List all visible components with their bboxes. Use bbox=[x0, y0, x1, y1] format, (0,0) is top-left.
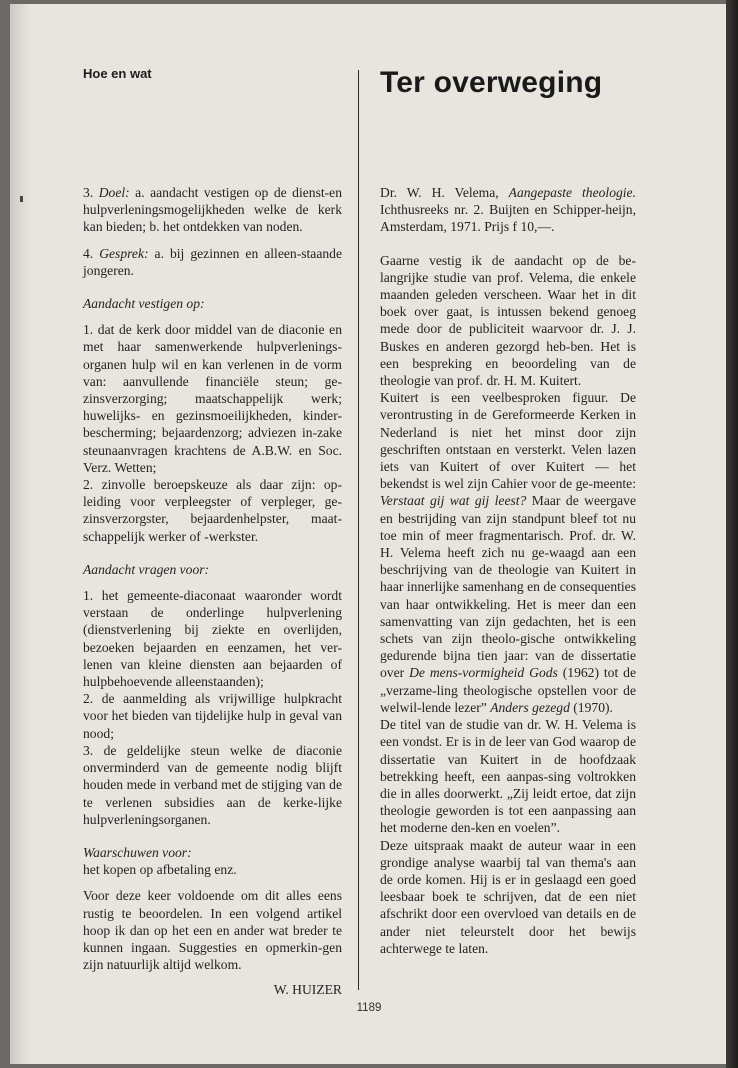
cited-title: De mens-vormigheid Gods bbox=[409, 665, 558, 681]
author-signature: W. HUIZER bbox=[273, 982, 342, 998]
review-paragraph: De titel van de studie van dr. W. H. Velema is een vondst. Er is in de leer van God waarop de dissertatie van Kuitert in de hoofdzaak betrekking heeft, een aanpas-sing voltrokken die in alles doorwerkt. „Zij leidt ertoe, dat zijn theologie geworden is tot een aanpassing aan het moderne den-ken en voelen”. bbox=[380, 717, 636, 836]
heading-aandacht-vestigen: Aandacht vestigen op: bbox=[83, 296, 205, 312]
doel-term: Doel: bbox=[98, 185, 130, 200]
cited-title: Anders gezegd bbox=[490, 699, 570, 715]
waarschuwen-text: het kopen op afbetaling enz. bbox=[83, 862, 237, 878]
gesprek-term: Gesprek: bbox=[99, 245, 149, 261]
heading-aandacht-vragen: Aandacht vragen voor: bbox=[83, 561, 210, 577]
right-column bbox=[380, 184, 636, 957]
review-paragraph: Deze uitspraak maakt de auteur waar in een grondige analyse waarbij tal van thema's aan de orde komen. Hij is er in geslaagd een goed leesbaar boek te schrijven, dat de een niet afschrikt door een overvloed van details en de ander niet teleurstelt door het bewijs achterwege te laten. bbox=[380, 837, 636, 956]
left-column bbox=[83, 184, 342, 999]
gesprek-paragraph: 4. Gesprek: a. bij gezinnen en alleen-staande jongeren. bbox=[83, 245, 342, 278]
list-item: 3. de geldelijke steun welke de diaconie onverminderd van de gemeente nodig blijft houden mede in verband met de stijging van de te verlenen subsidies aan de kerke-lijke hulpverleningsorganen. bbox=[83, 742, 342, 827]
list-item: 2. zinvolle beroepskeuze als daar zijn: op-leiding voor verpleegster of verpleger, ge-zinsverzorgster, bejaardenhelpster, maat-schappelijk werker of -werkster. bbox=[83, 477, 342, 544]
closing-paragraph: Voor deze keer voldoende om dit alles eens rustig te beoordelen. In een volgend artikel hoop ik dan op het een en ander wat breder te kunnen ingaan. Suggesties en opmerkin-gen zijn natuurlijk altijd welkom. bbox=[83, 888, 342, 973]
heading-waarschuwen: Waarschuwen voor: bbox=[83, 844, 192, 860]
page-number: 1189 bbox=[356, 1002, 382, 1014]
page-edge bbox=[726, 0, 738, 1068]
page-title: Ter overweging bbox=[380, 66, 603, 99]
list-item: 1. dat de kerk door middel van de diaconie en met haar samenwerkende hulpverlenings-organen hulp wil en kan verlenen in de vorm van: aanvullende financiële steun; ge-zinsverzorging; maatschappelijk werk; huwelijks- en gezinsmoeilijkheden, kinder-bescherming; bejaardenzorg; adviezen in-zake steunaanvragen krachtens de A.B.W. en Soc. Verz. Wetten; bbox=[83, 322, 342, 475]
spine-shadow bbox=[10, 4, 30, 1064]
list-item: 2. de aanmelding als vrijwillige hulpkracht voor het bieden van tijdelijke hulp in geval van nood; bbox=[83, 691, 342, 741]
cited-title: Verstaat gij wat gij leest? bbox=[380, 493, 527, 509]
column-divider bbox=[358, 70, 359, 990]
list-item: 1. het gemeente-diaconaat waaronder wordt verstaan de onderlinge hulpverlening (dienstverlening bij ziekte en overlijden, bezoeken bejaarden en eenzamen, het ver-lenen van kleine diensten aan bejaarden of hulpbehoevende alleenstaanden); bbox=[83, 588, 342, 690]
margin-mark bbox=[20, 196, 23, 202]
review-paragraph: Kuitert is een veelbesproken figuur. De verontrusting in de Gereformeerde Kerken in Nederland is niet het minst door zijn geschriften ontstaan en versterkt. Velen lazen iets van Kuitert of over Kuitert — het bekendst is wel zijn Cahier voor de ge-meente: Verstaat gij wat gij leest? Maar de weergave en bestrijding van zijn standpunt bleef tot nu toe min of meer fragmentarisch. Prof. dr. W. H. Velema heeft zich nu ge-waagd aan een beschrijving van de theologie van Kuitert in haar innerlijke samenhang en de consequenties van haar ontwikkeling. Het is meer dan een samenvatting van zijn gedachten, het is een schets van zijn theolo-gische ontwikkeling gedurende bijna tien jaar: van de dissertatie over De mens-vormigheid Gods (1962) tot de „verzame-ling theologische opstellen voor de welwil-lende lezer” Anders gezegd (1970). bbox=[380, 390, 637, 715]
book-citation: Dr. W. H. Velema, Aangepaste theologie. Ichthusreeks nr. 2. Buijten en Schipper-heijn, Amsterdam, 1971. Prijs f 10,—. bbox=[380, 185, 636, 235]
section-label: Hoe en wat bbox=[83, 66, 152, 81]
review-paragraph: Gaarne vestig ik de aandacht op de be-langrijke studie van prof. Velema, die enkele maanden geleden verscheen. Waar het in dit boek over gaat, is intussen bekend genoeg mede door de publiciteit waarvoor dr. J. J. Buskes en anderen gezorgd heb-ben. Het is een bespreking en beoordeling van de theologie van prof. dr. H. M. Kuitert. bbox=[380, 252, 636, 389]
book-title: Aangepaste theologie. bbox=[508, 185, 636, 200]
doel-paragraph: 3. Doel: a. aandacht vestigen op de dienst-en hulpverleningsmogelijkheden welke de kerk kan bieden; b. het ontdekken van noden. bbox=[83, 185, 342, 235]
